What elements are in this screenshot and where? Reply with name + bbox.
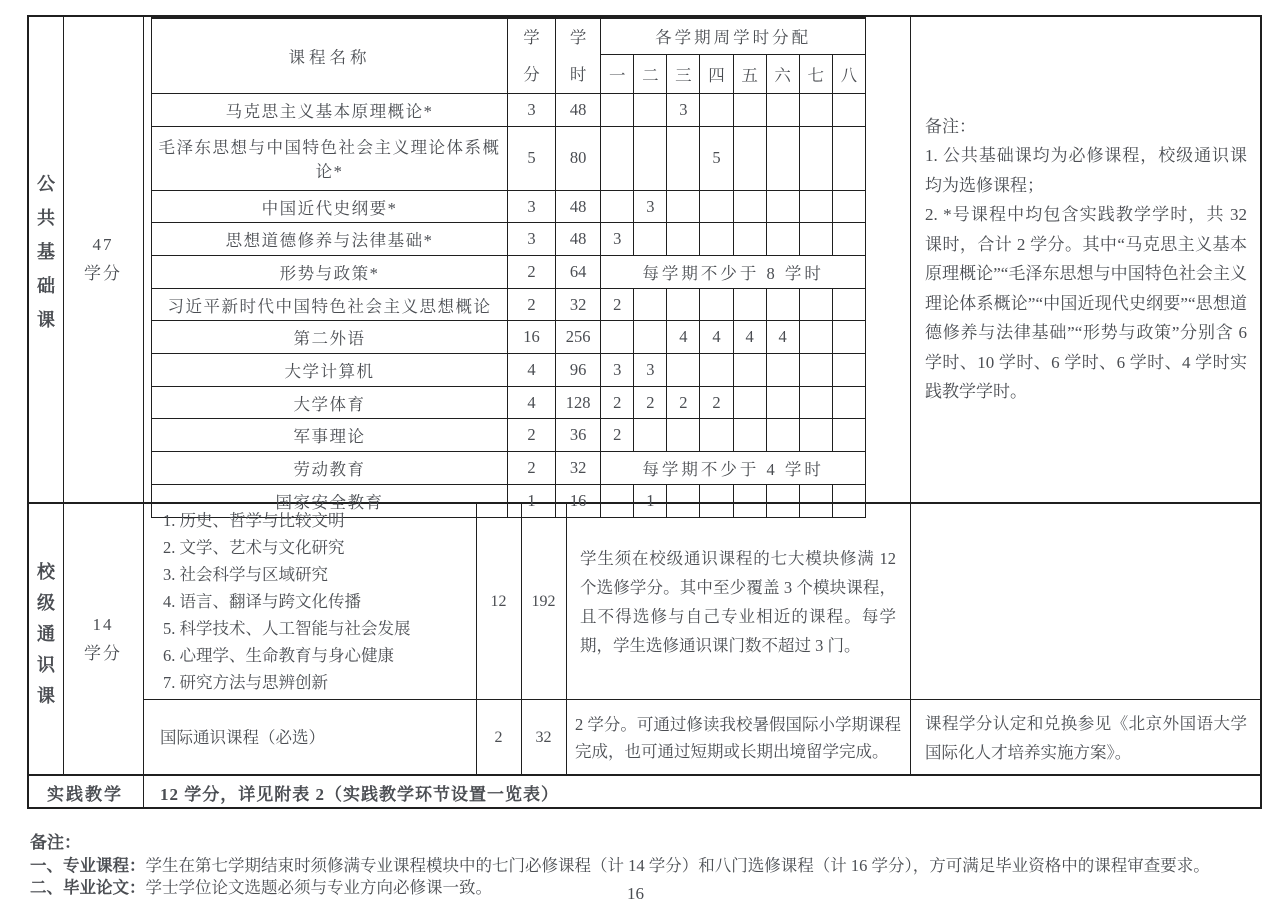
sem-hours (733, 190, 766, 223)
course-credits: 16 (507, 321, 555, 354)
course-row (152, 256, 866, 289)
sem-hours: 4 (700, 321, 733, 354)
module-item: 4. 语言、翻译与跨文化传播 (163, 592, 361, 611)
sem-hours (667, 288, 700, 321)
sem-hours (832, 386, 865, 419)
general-modules-cell (143, 503, 476, 700)
sem-hours (601, 126, 634, 190)
sem-hours (733, 386, 766, 419)
module-item: 1. 历史、哲学与比较文明 (163, 511, 345, 530)
general-modules-desc-cell (566, 503, 910, 700)
course-credits: 1 (507, 484, 555, 517)
public-remarks-line2: 2. *号课程中均包含实践教学学时，共 32 课时，合计 2 学分。其中“马克思主义基本原理概论”“毛泽东思想与中国特色社会主义理论体系概论”“中国近现代史纲要”“思想道德修养与法律基础”“形势与政策”分别含 6 学时、10 学时、6 学时、6 学时、4 学时实践教学学时。 (925, 205, 1247, 401)
sem-hours (634, 94, 667, 127)
sem-hours-span: 每学期不少于 8 学时 (601, 256, 866, 289)
sem-hours: 5 (700, 126, 733, 190)
course-name: 毛泽东思想与中国特色社会主义理论体系概论* (152, 126, 508, 190)
sem-hours (700, 94, 733, 127)
footnote-1-label: 一、专业课程： (30, 855, 146, 875)
sem-hours (601, 94, 634, 127)
intl-course-hours: 32 (535, 728, 552, 746)
sem-hours (634, 126, 667, 190)
sem-hours (799, 354, 832, 387)
header-semester-distribution: 各学期周学时分配 (601, 18, 866, 54)
course-hours: 48 (556, 223, 601, 256)
sem-hours: 3 (601, 354, 634, 387)
sem-hours (799, 190, 832, 223)
sem-hours (634, 419, 667, 452)
course-row (152, 386, 866, 419)
sem-hours (799, 94, 832, 127)
sem-hours (799, 126, 832, 190)
sem-hours (601, 190, 634, 223)
sem-hours: 4 (766, 321, 799, 354)
sem-hours: 2 (634, 386, 667, 419)
sem-hours: 4 (733, 321, 766, 354)
course-row (152, 321, 866, 354)
course-hours: 36 (556, 419, 601, 452)
sem-hours (766, 223, 799, 256)
practice-teaching-label: 实践教学 (47, 784, 123, 804)
practice-teaching-content: 12 学分，详见附表 2（实践教学环节设置一览表） (160, 784, 559, 804)
course-hours: 64 (556, 256, 601, 289)
course-row (152, 419, 866, 452)
course-hours: 16 (556, 484, 601, 517)
sem-hours (733, 354, 766, 387)
footnote-1-text: 学生在第七学期结束时须修满专业课程模块中的七门必修课程（计 14 学分）和八门选修课程（计 16 学分），方可满足毕业资格中的课程审查要求。 (145, 855, 1210, 875)
footnotes-title: 备注： (30, 833, 81, 852)
course-row (152, 452, 866, 485)
sem-hours (832, 223, 865, 256)
sem-hours (700, 419, 733, 452)
course-hours: 48 (556, 94, 601, 127)
sem-hours (766, 419, 799, 452)
general-total-credits-unit: 学分 (84, 644, 122, 663)
sem-hours (733, 94, 766, 127)
course-name: 思想道德修养与法律基础* (152, 223, 508, 256)
intl-course-desc: 2 学分。可通过修读我校暑假国际小学期课程完成，也可通过短期或长期出境留学完成。 (575, 714, 901, 761)
course-name: 劳动教育 (152, 452, 508, 485)
sem-hours: 3 (601, 223, 634, 256)
sem-hours: 3 (634, 190, 667, 223)
sem-hours (634, 223, 667, 256)
module-item: 7. 研究方法与思辨创新 (163, 673, 328, 692)
course-row (152, 223, 866, 256)
header-sem-2: 二 (634, 54, 667, 94)
sem-hours (766, 354, 799, 387)
course-credits: 3 (507, 94, 555, 127)
page-number: 16 (627, 884, 644, 903)
course-credits: 4 (507, 386, 555, 419)
intl-course-credits: 2 (494, 728, 503, 746)
sem-hours (634, 288, 667, 321)
course-name: 形势与政策* (152, 256, 508, 289)
module-item: 2. 文学、艺术与文化研究 (163, 538, 345, 557)
module-item: 3. 社会科学与区域研究 (163, 565, 328, 584)
course-credits: 2 (507, 288, 555, 321)
sem-hours-span: 每学期不少于 4 学时 (601, 452, 866, 485)
general-total-credits-value: 14 (92, 615, 114, 634)
sem-hours (832, 94, 865, 127)
category-public-basic-label: 公共基础课 (35, 174, 55, 344)
sem-hours (667, 419, 700, 452)
sem-hours (799, 288, 832, 321)
sem-hours (733, 223, 766, 256)
public-remarks-line1: 1. 公共基础课均为必修课程，校级通识课均为选修课程； (925, 146, 1247, 195)
course-credits: 2 (507, 452, 555, 485)
course-credits: 5 (507, 126, 555, 190)
sem-hours (733, 419, 766, 452)
course-name: 军事理论 (152, 419, 508, 452)
public-total-credits-cell (63, 15, 143, 503)
course-credits: 2 (507, 419, 555, 452)
sem-hours (667, 354, 700, 387)
module-item: 6. 心理学、生命教育与身心健康 (163, 646, 394, 665)
course-row (152, 126, 866, 190)
header-course-name: 课程名称 (152, 18, 508, 94)
sem-hours (832, 288, 865, 321)
footnote-item-1 (30, 855, 1258, 878)
intl-course-name: 国际通识课程（必选） (160, 728, 325, 747)
course-name: 马克思主义基本原理概论* (152, 94, 508, 127)
header-hours (556, 18, 601, 94)
course-row (152, 354, 866, 387)
sem-hours (766, 288, 799, 321)
sem-hours (667, 223, 700, 256)
category-public-basic-cell (27, 15, 63, 503)
header-sem-5: 五 (733, 54, 766, 94)
module-item: 5. 科学技术、人工智能与社会发展 (163, 619, 411, 638)
sem-hours (700, 223, 733, 256)
sem-hours: 2 (601, 419, 634, 452)
general-modules-credits: 12 (490, 592, 507, 610)
sem-hours: 2 (601, 386, 634, 419)
course-hours: 256 (556, 321, 601, 354)
course-hours: 80 (556, 126, 601, 190)
sem-hours: 3 (634, 354, 667, 387)
header-credits-label: 学分 (523, 28, 540, 84)
header-sem-1: 一 (601, 54, 634, 94)
sem-hours: 4 (667, 321, 700, 354)
course-name: 大学体育 (152, 386, 508, 419)
general-total-credits-cell (63, 503, 143, 775)
sem-hours (832, 354, 865, 387)
header-sem-6: 六 (766, 54, 799, 94)
sem-hours (832, 419, 865, 452)
sem-hours: 2 (667, 386, 700, 419)
header-sem-8: 八 (832, 54, 865, 94)
intl-course-desc-cell (566, 700, 910, 775)
course-name: 习近平新时代中国特色社会主义思想概论 (152, 288, 508, 321)
footnote-2-label: 二、毕业论文： (30, 878, 146, 897)
course-name: 大学计算机 (152, 354, 508, 387)
sem-hours (733, 288, 766, 321)
category-general-cell (27, 503, 63, 775)
sem-hours (667, 126, 700, 190)
general-modules-hours: 192 (531, 592, 556, 610)
header-sem-3: 三 (667, 54, 700, 94)
course-hours: 32 (556, 452, 601, 485)
category-general-label: 校级通识课 (35, 561, 55, 717)
public-total-credits-unit: 学分 (84, 264, 122, 283)
sem-hours (799, 386, 832, 419)
sem-hours (832, 126, 865, 190)
header-sem-4: 四 (700, 54, 733, 94)
course-name: 中国近代史纲要* (152, 190, 508, 223)
sem-hours (601, 321, 634, 354)
course-row (152, 190, 866, 223)
sem-hours: 2 (700, 386, 733, 419)
course-row (152, 288, 866, 321)
course-name: 国家安全教育 (152, 484, 508, 517)
sem-hours (634, 321, 667, 354)
course-hours: 32 (556, 288, 601, 321)
sem-hours (799, 419, 832, 452)
course-hours: 48 (556, 190, 601, 223)
sem-hours (799, 321, 832, 354)
sem-hours (766, 190, 799, 223)
sem-hours (766, 94, 799, 127)
public-total-credits-value: 47 (92, 235, 114, 254)
header-sem-7: 七 (799, 54, 832, 94)
sem-hours: 2 (601, 288, 634, 321)
sem-hours (700, 288, 733, 321)
general-modules-desc: 学生须在校级通识课程的七大模块修满 12 个选修学分。其中至少覆盖 3 个模块课程，且不得选修与自己专业相近的课程。每学期，学生选修通识课门数不超过 3 门。 (580, 548, 896, 655)
sem-hours: 3 (667, 94, 700, 127)
header-credits (507, 18, 555, 94)
sem-hours (766, 386, 799, 419)
sem-hours (700, 354, 733, 387)
public-course-table (151, 17, 866, 518)
course-name: 第二外语 (152, 321, 508, 354)
course-credits: 4 (507, 354, 555, 387)
footnote-2-text: 学士学位论文选题必须与专业方向必修课一致。 (145, 878, 492, 897)
course-hours: 96 (556, 354, 601, 387)
course-credits: 3 (507, 190, 555, 223)
sem-hours (700, 190, 733, 223)
sem-hours: 1 (634, 484, 667, 517)
sem-hours (832, 321, 865, 354)
sem-hours (766, 126, 799, 190)
header-hours-label: 学时 (569, 28, 587, 84)
course-table-header-row1 (152, 18, 866, 54)
intl-course-name-cell (143, 700, 476, 775)
course-credits: 2 (507, 256, 555, 289)
intl-course-note-cell (910, 700, 1262, 775)
sem-hours (733, 126, 766, 190)
sem-hours (832, 190, 865, 223)
sem-hours (799, 223, 832, 256)
course-credits: 3 (507, 223, 555, 256)
course-hours: 128 (556, 386, 601, 419)
sem-hours (667, 190, 700, 223)
intl-course-note: 课程学分认定和兑换参见《北京外国语大学国际化人才培养实施方案》。 (925, 713, 1247, 762)
public-remarks-title: 备注： (925, 116, 976, 136)
public-remarks-cell (910, 15, 1262, 503)
course-row (152, 94, 866, 127)
